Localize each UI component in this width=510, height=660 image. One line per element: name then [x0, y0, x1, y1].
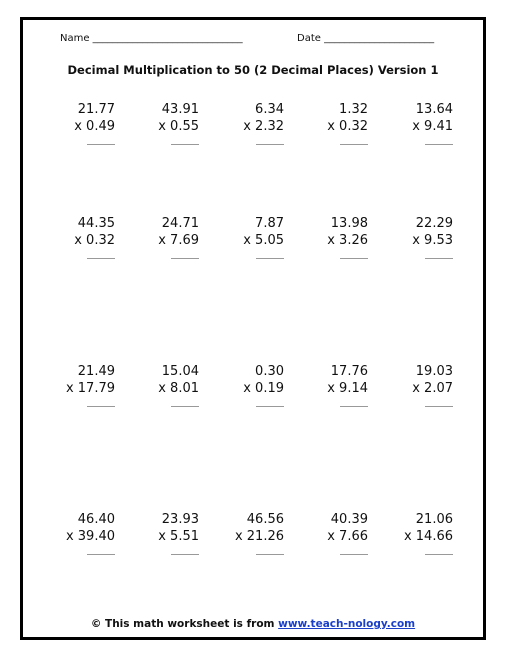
multiplier: x 2.32 [243, 119, 284, 134]
multiplier: x 9.53 [412, 233, 453, 248]
multiplier: x 3.26 [327, 233, 368, 248]
answer-line[interactable] [171, 554, 199, 555]
multiplier: x 14.66 [403, 529, 453, 544]
multiplier: x 0.32 [74, 233, 115, 248]
problem-4-2 [119, 511, 199, 555]
answer-line[interactable] [171, 144, 199, 145]
answer-line[interactable] [425, 144, 453, 145]
problem-1-3 [204, 101, 284, 145]
multiplier: x 0.19 [243, 381, 284, 396]
answer-line[interactable] [256, 406, 284, 407]
problem-4-5 [373, 511, 453, 555]
answer-line[interactable] [340, 554, 368, 555]
problem-3-1 [35, 363, 115, 407]
problem-2-1 [35, 215, 115, 259]
multiplicand: 46.40 [77, 512, 115, 527]
answer-line[interactable] [340, 406, 368, 407]
multiplier: x 0.55 [158, 119, 199, 134]
multiplier: x 17.79 [65, 381, 115, 396]
multiplicand: 23.93 [161, 512, 199, 527]
problem-2-2 [119, 215, 199, 259]
multiplicand: 13.64 [415, 102, 453, 117]
answer-line[interactable] [340, 258, 368, 259]
problem-4-3 [204, 511, 284, 555]
problem-2-4 [288, 215, 368, 259]
date-field: Date ______________________ [297, 33, 435, 44]
answer-line[interactable] [256, 258, 284, 259]
answer-line[interactable] [87, 258, 115, 259]
multiplicand: 21.77 [77, 102, 115, 117]
problem-4-4 [288, 511, 368, 555]
multiplicand: 19.03 [415, 364, 453, 379]
multiplicand: 0.30 [255, 364, 284, 379]
answer-line[interactable] [87, 144, 115, 145]
multiplicand: 6.34 [255, 102, 284, 117]
multiplicand: 22.29 [415, 216, 453, 231]
answer-line[interactable] [340, 144, 368, 145]
problem-2-3 [204, 215, 284, 259]
answer-line[interactable] [87, 554, 115, 555]
multiplicand: 46.56 [246, 512, 284, 527]
worksheet-title: Decimal Multiplication to 50 (2 Decimal Places) Version 1 [67, 63, 439, 77]
header-row [60, 33, 447, 49]
name-field: Name ______________________________ [60, 33, 243, 44]
multiplier: x 8.01 [158, 381, 199, 396]
multiplicand: 15.04 [161, 364, 199, 379]
multiplicand: 13.98 [330, 216, 368, 231]
answer-line[interactable] [87, 406, 115, 407]
answer-line[interactable] [425, 554, 453, 555]
multiplier: x 7.66 [327, 529, 368, 544]
multiplier: x 5.51 [158, 529, 199, 544]
worksheet-frame [20, 17, 486, 640]
problem-1-4 [288, 101, 368, 145]
multiplicand: 21.49 [77, 364, 115, 379]
answer-line[interactable] [171, 406, 199, 407]
multiplicand: 24.71 [161, 216, 199, 231]
multiplier: x 39.40 [65, 529, 115, 544]
multiplicand: 44.35 [77, 216, 115, 231]
answer-line[interactable] [171, 258, 199, 259]
multiplicand: 40.39 [330, 512, 368, 527]
multiplier: x 0.32 [327, 119, 368, 134]
footer-link[interactable]: www.teach-nology.com [278, 618, 416, 630]
multiplicand: 21.06 [415, 512, 453, 527]
multiplier: x 7.69 [158, 233, 199, 248]
footer [23, 618, 483, 630]
multiplier: x 21.26 [234, 529, 284, 544]
multiplicand: 7.87 [255, 216, 284, 231]
footer-text: © This math worksheet is from [90, 618, 279, 630]
problem-3-5 [373, 363, 453, 407]
problem-3-3 [204, 363, 284, 407]
answer-line[interactable] [425, 258, 453, 259]
multiplier: x 5.05 [243, 233, 284, 248]
answer-line[interactable] [256, 554, 284, 555]
multiplier: x 9.14 [327, 381, 368, 396]
answer-line[interactable] [256, 144, 284, 145]
problem-1-5 [373, 101, 453, 145]
multiplier: x 9.41 [412, 119, 453, 134]
problem-1-2 [119, 101, 199, 145]
problem-2-5 [373, 215, 453, 259]
answer-line[interactable] [425, 406, 453, 407]
problem-3-2 [119, 363, 199, 407]
problem-1-1 [35, 101, 115, 145]
multiplicand: 17.76 [330, 364, 368, 379]
problem-3-4 [288, 363, 368, 407]
multiplier: x 0.49 [74, 119, 115, 134]
multiplier: x 2.07 [412, 381, 453, 396]
problem-4-1 [35, 511, 115, 555]
multiplicand: 43.91 [161, 102, 199, 117]
multiplicand: 1.32 [339, 102, 368, 117]
